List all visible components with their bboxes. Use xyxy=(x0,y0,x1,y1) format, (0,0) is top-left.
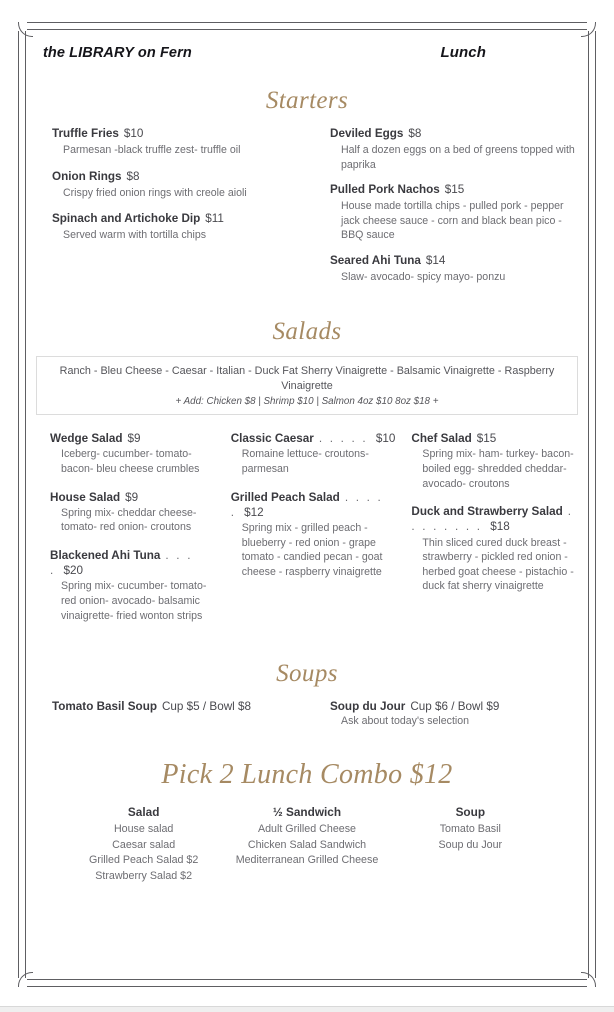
salads-columns xyxy=(32,431,582,636)
menu-item-description: Slaw- avocado- spicy mayo- ponzu xyxy=(341,270,506,283)
menu-item-description: Parmesan -black truffle zest- truffle oil xyxy=(63,143,241,156)
section-soups xyxy=(32,660,582,727)
menu-item-price: $8 xyxy=(408,127,422,140)
soup-right-price: Cup $6 / Bowl $9 xyxy=(410,700,500,714)
menu-item-name: Spinach and Artichoke Dip xyxy=(52,212,201,226)
section-starters xyxy=(32,87,582,296)
menu-content xyxy=(32,44,582,884)
meal-period-title: Lunch xyxy=(440,44,486,61)
frame-corner-arc-top-left xyxy=(18,22,33,37)
menu-item xyxy=(411,431,582,491)
combo-column-item: Tomato Basil xyxy=(439,823,501,836)
menu-item-name: Classic Caesar xyxy=(230,432,314,446)
menu-item xyxy=(50,490,219,535)
starters-column-right xyxy=(330,127,582,296)
frame-corner-arc-bottom-right xyxy=(581,972,596,987)
menu-item-head xyxy=(52,170,330,185)
menu-item xyxy=(330,254,582,285)
combo-column-item: Soup du Jour xyxy=(438,838,503,851)
menu-item xyxy=(231,490,400,580)
menu-item-name: Truffle Fries xyxy=(52,127,119,140)
salad-addons-list: + Add: Chicken $8 | Shrimp $10 | Salmon 4oz $10 8oz $18 + xyxy=(175,396,439,408)
menu-item-name: Wedge Salad xyxy=(50,432,123,446)
frame-corner-arc-bottom-left xyxy=(18,972,33,987)
combo-column-item: Mediterranean Grilled Cheese xyxy=(235,854,379,867)
soup-left-head xyxy=(52,700,330,713)
menu-item-price: $18 xyxy=(490,520,510,534)
combo-column-title: Soup xyxy=(455,805,486,820)
menu-item-head xyxy=(50,490,219,505)
menu-item-price: $15 xyxy=(476,432,497,446)
menu-item-name: Seared Ahi Tuna xyxy=(330,253,421,267)
menu-item-head xyxy=(52,127,330,142)
menu-item-description: Thin sliced cured duck breast - strawberry - pickled red onion - herbed goat cheese - pistachio - duck fat sherry vinaigrette xyxy=(422,536,574,593)
menu-item xyxy=(411,504,582,594)
menu-item-description: Spring mix- cheddar cheese- tomato- red onion- croutons xyxy=(61,506,197,534)
menu-header xyxy=(32,44,582,61)
menu-item-head xyxy=(330,254,582,269)
menu-item xyxy=(330,183,582,243)
section-heading-soups: Soups xyxy=(276,660,338,688)
menu-item-description: Half a dozen eggs on a bed of greens topped with paprika xyxy=(341,143,575,171)
menu-item-name: Blackened Ahi Tuna xyxy=(50,549,161,563)
menu-item-description: Spring mix- cucumber- tomato- red onion- avocado- balsamic vinaigrette- fried wonton strips xyxy=(61,580,207,622)
starters-columns xyxy=(32,127,582,296)
menu-item xyxy=(50,431,219,476)
menu-item-head xyxy=(50,431,219,446)
combo-column-item: Chicken Salad Sandwich xyxy=(247,838,367,851)
menu-item-head xyxy=(330,183,582,198)
menu-item-price: $11 xyxy=(205,212,224,226)
menu-item-head xyxy=(411,504,582,534)
menu-item-head xyxy=(231,490,400,520)
combo-column-item: Grilled Peach Salad $2 xyxy=(89,854,199,867)
section-lunch-combo xyxy=(32,759,582,884)
combo-column xyxy=(62,805,225,884)
section-heading-lunch-combo: Pick 2 Lunch Combo $12 xyxy=(161,759,453,791)
menu-item xyxy=(52,170,330,201)
combo-column xyxy=(225,805,388,884)
menu-item-dot-leader: . . . . . xyxy=(318,432,368,446)
menu-item-price: $9 xyxy=(127,432,141,446)
menu-item-price: $12 xyxy=(244,505,264,519)
menu-item-head xyxy=(330,127,582,142)
menu-item-description: Iceberg- cucumber- tomato- bacon- bleu cheese crumbles xyxy=(61,448,200,476)
menu-item-description: House made tortilla chips - pulled pork - pepper jack cheese sauce - corn and black bean pico - BBQ sauce xyxy=(341,200,564,242)
combo-column-title: ½ Sandwich xyxy=(272,805,342,820)
combo-column xyxy=(389,805,552,884)
salads-column-3 xyxy=(411,431,582,607)
menu-item-name: Grilled Peach Salad xyxy=(230,490,340,504)
salads-column-2 xyxy=(231,431,412,592)
soup-right-name: Soup du Jour xyxy=(330,700,406,714)
menu-item-description: Spring mix - grilled peach - blueberry - red onion - grape tomato - candied pecan - goat cheese - raspberry vinaigrette xyxy=(241,522,383,578)
frame-corner-arc-top-right xyxy=(581,22,596,37)
menu-item xyxy=(52,212,330,243)
menu-item-name: Chef Salad xyxy=(411,432,472,446)
soup-item-right xyxy=(330,700,582,727)
menu-item-head xyxy=(50,548,219,578)
menu-item-price: $10 xyxy=(375,432,396,446)
menu-item-dot-leader: . . . . . xyxy=(230,490,383,519)
menu-item-name: Duck and Strawberry Salad xyxy=(411,505,563,519)
soup-right-note: Ask about today's selection xyxy=(341,715,470,728)
menu-item-name: Onion Rings xyxy=(52,169,122,183)
combo-columns xyxy=(32,805,582,884)
menu-item-description: Romaine lettuce- croutons- parmesan xyxy=(241,448,369,476)
menu-item-price: $10 xyxy=(123,127,144,140)
combo-column-item: Caesar salad xyxy=(112,838,176,851)
menu-item-head xyxy=(231,431,400,446)
menu-item-head xyxy=(52,212,330,227)
combo-column-item: Adult Grilled Cheese xyxy=(257,823,356,836)
menu-item-description: Served warm with tortilla chips xyxy=(63,229,207,242)
menu-item-name: Deviled Eggs xyxy=(330,127,404,140)
restaurant-name: the LIBRARY on Fern xyxy=(43,45,192,61)
soup-left-name: Tomato Basil Soup xyxy=(52,700,157,714)
starters-column-left xyxy=(52,127,330,255)
menu-item-name: Pulled Pork Nachos xyxy=(330,183,440,197)
soup-item-left xyxy=(52,700,330,727)
menu-item xyxy=(50,548,219,623)
section-heading-starters: Starters xyxy=(265,87,349,114)
menu-item-price: $8 xyxy=(126,169,140,183)
menu-item-head xyxy=(411,431,582,446)
salad-dressings-list: Ranch - Bleu Cheese - Caesar - Italian - Duck Fat Sherry Vinaigrette - Balsamic Vinaigrette - Raspberry Vinaigrette xyxy=(59,364,555,392)
page-bottom-edge xyxy=(0,1006,614,1012)
menu-item-dot-leader: . . . . . . . . xyxy=(411,505,574,534)
menu-item xyxy=(330,127,582,172)
combo-column-title: Salad xyxy=(127,805,160,820)
menu-item xyxy=(52,127,330,158)
menu-item xyxy=(231,431,400,476)
menu-item-dot-leader: . . . . xyxy=(50,549,193,578)
section-salads xyxy=(32,318,582,637)
menu-item-price: $9 xyxy=(125,490,139,504)
combo-column-item: House salad xyxy=(113,823,174,836)
menu-item-price: $20 xyxy=(63,564,83,578)
combo-column-item: Strawberry Salad $2 xyxy=(95,869,193,882)
menu-item-name: House Salad xyxy=(50,490,121,504)
menu-item-price: $14 xyxy=(425,253,446,267)
salads-column-1 xyxy=(50,431,231,636)
soups-columns xyxy=(32,700,582,727)
menu-item-description: Spring mix- ham- turkey- bacon- boiled egg- shredded cheddar- avocado- croutons xyxy=(422,448,574,490)
menu-item-description: Crispy fried onion rings with creole aioli xyxy=(63,186,247,199)
section-heading-salads: Salads xyxy=(272,317,342,345)
soup-right-head xyxy=(330,700,582,713)
soup-left-price: Cup $5 / Bowl $8 xyxy=(161,700,251,714)
salad-dressings-box xyxy=(36,356,578,416)
menu-item-price: $15 xyxy=(444,183,465,197)
